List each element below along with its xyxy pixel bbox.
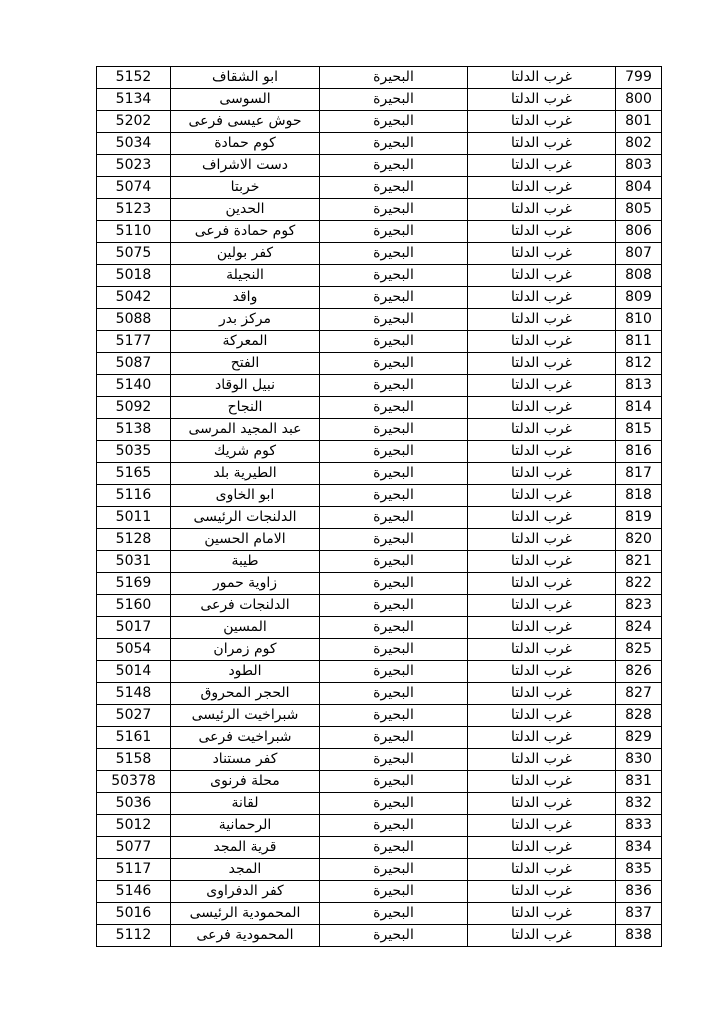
- cell-branch-code: 5138: [97, 419, 171, 441]
- cell-serial-number: 831: [616, 771, 662, 793]
- document-page: [96, 66, 661, 947]
- cell-branch-code: 5112: [97, 925, 171, 947]
- cell-region: غرب الدلتا: [468, 793, 616, 815]
- table-row: [97, 903, 662, 925]
- cell-governorate: البحيرة: [320, 749, 468, 771]
- cell-branch-code: 5011: [97, 507, 171, 529]
- cell-region: غرب الدلتا: [468, 925, 616, 947]
- cell-serial-number: 823: [616, 595, 662, 617]
- cell-governorate: البحيرة: [320, 67, 468, 89]
- table-row: [97, 771, 662, 793]
- table-row: [97, 199, 662, 221]
- cell-branch-code: 5074: [97, 177, 171, 199]
- cell-serial-number: 814: [616, 397, 662, 419]
- cell-branch-name: ابو الخاوى: [171, 485, 320, 507]
- cell-branch-name: الرحمانية: [171, 815, 320, 837]
- cell-governorate: البحيرة: [320, 815, 468, 837]
- table-row: [97, 639, 662, 661]
- table-row: [97, 529, 662, 551]
- table-row: [97, 419, 662, 441]
- cell-region: غرب الدلتا: [468, 749, 616, 771]
- cell-branch-code: 5117: [97, 859, 171, 881]
- cell-governorate: البحيرة: [320, 111, 468, 133]
- cell-branch-code: 5148: [97, 683, 171, 705]
- cell-branch-name: كوم حمادة: [171, 133, 320, 155]
- cell-region: غرب الدلتا: [468, 177, 616, 199]
- cell-serial-number: 826: [616, 661, 662, 683]
- cell-serial-number: 817: [616, 463, 662, 485]
- table-row: [97, 67, 662, 89]
- cell-region: غرب الدلتا: [468, 155, 616, 177]
- cell-governorate: البحيرة: [320, 859, 468, 881]
- table-row: [97, 89, 662, 111]
- cell-governorate: البحيرة: [320, 881, 468, 903]
- cell-branch-code: 5110: [97, 221, 171, 243]
- cell-branch-name: واقد: [171, 287, 320, 309]
- cell-branch-name: الدلنجات فرعى: [171, 595, 320, 617]
- cell-branch-name: كوم زمران: [171, 639, 320, 661]
- cell-branch-code: 5116: [97, 485, 171, 507]
- cell-governorate: البحيرة: [320, 309, 468, 331]
- cell-branch-code: 5165: [97, 463, 171, 485]
- table-row: [97, 595, 662, 617]
- cell-governorate: البحيرة: [320, 155, 468, 177]
- cell-region: غرب الدلتا: [468, 903, 616, 925]
- cell-governorate: البحيرة: [320, 243, 468, 265]
- cell-branch-code: 5123: [97, 199, 171, 221]
- cell-region: غرب الدلتا: [468, 639, 616, 661]
- table-row: [97, 177, 662, 199]
- cell-serial-number: 820: [616, 529, 662, 551]
- cell-governorate: البحيرة: [320, 771, 468, 793]
- cell-governorate: البحيرة: [320, 221, 468, 243]
- table-row: [97, 375, 662, 397]
- cell-region: غرب الدلتا: [468, 353, 616, 375]
- cell-serial-number: 830: [616, 749, 662, 771]
- table-row: [97, 793, 662, 815]
- cell-branch-name: السوسى: [171, 89, 320, 111]
- table-row: [97, 507, 662, 529]
- cell-region: غرب الدلتا: [468, 859, 616, 881]
- cell-governorate: البحيرة: [320, 133, 468, 155]
- cell-branch-name: ابو الشقاف: [171, 67, 320, 89]
- cell-branch-code: 5158: [97, 749, 171, 771]
- cell-region: غرب الدلتا: [468, 507, 616, 529]
- cell-serial-number: 805: [616, 199, 662, 221]
- cell-branch-name: المحمودية فرعى: [171, 925, 320, 947]
- cell-governorate: البحيرة: [320, 727, 468, 749]
- cell-branch-name: شبراخيت فرعى: [171, 727, 320, 749]
- cell-governorate: البحيرة: [320, 441, 468, 463]
- cell-governorate: البحيرة: [320, 89, 468, 111]
- cell-branch-name: المجد: [171, 859, 320, 881]
- cell-governorate: البحيرة: [320, 265, 468, 287]
- cell-branch-name: كفر بولين: [171, 243, 320, 265]
- table-row: [97, 309, 662, 331]
- table-body: [97, 67, 662, 947]
- branches-table: [96, 66, 662, 947]
- cell-serial-number: 828: [616, 705, 662, 727]
- table-row: [97, 859, 662, 881]
- cell-branch-name: المحمودية الرئيسى: [171, 903, 320, 925]
- cell-branch-code: 5088: [97, 309, 171, 331]
- cell-branch-name: محلة فرنوى: [171, 771, 320, 793]
- cell-serial-number: 834: [616, 837, 662, 859]
- cell-branch-code: 50378: [97, 771, 171, 793]
- cell-region: غرب الدلتا: [468, 815, 616, 837]
- cell-serial-number: 812: [616, 353, 662, 375]
- cell-region: غرب الدلتا: [468, 375, 616, 397]
- cell-region: غرب الدلتا: [468, 243, 616, 265]
- cell-serial-number: 809: [616, 287, 662, 309]
- cell-branch-name: الحدين: [171, 199, 320, 221]
- cell-branch-name: الطود: [171, 661, 320, 683]
- cell-branch-code: 5202: [97, 111, 171, 133]
- cell-region: غرب الدلتا: [468, 573, 616, 595]
- cell-branch-name: خربتا: [171, 177, 320, 199]
- cell-branch-name: زاوية حمور: [171, 573, 320, 595]
- table-row: [97, 485, 662, 507]
- cell-region: غرب الدلتا: [468, 617, 616, 639]
- cell-governorate: البحيرة: [320, 287, 468, 309]
- cell-governorate: البحيرة: [320, 177, 468, 199]
- cell-governorate: البحيرة: [320, 903, 468, 925]
- cell-governorate: البحيرة: [320, 507, 468, 529]
- cell-governorate: البحيرة: [320, 353, 468, 375]
- table-row: [97, 683, 662, 705]
- cell-region: غرب الدلتا: [468, 595, 616, 617]
- cell-region: غرب الدلتا: [468, 881, 616, 903]
- cell-branch-code: 5023: [97, 155, 171, 177]
- cell-serial-number: 804: [616, 177, 662, 199]
- cell-governorate: البحيرة: [320, 485, 468, 507]
- table-row: [97, 881, 662, 903]
- cell-governorate: البحيرة: [320, 551, 468, 573]
- cell-serial-number: 822: [616, 573, 662, 595]
- cell-serial-number: 799: [616, 67, 662, 89]
- table-row: [97, 287, 662, 309]
- cell-branch-code: 5036: [97, 793, 171, 815]
- table-row: [97, 353, 662, 375]
- cell-serial-number: 819: [616, 507, 662, 529]
- cell-region: غرب الدلتا: [468, 441, 616, 463]
- cell-serial-number: 803: [616, 155, 662, 177]
- cell-governorate: البحيرة: [320, 617, 468, 639]
- cell-serial-number: 806: [616, 221, 662, 243]
- cell-branch-name: النجيلة: [171, 265, 320, 287]
- cell-branch-name: قرية المجد: [171, 837, 320, 859]
- cell-region: غرب الدلتا: [468, 67, 616, 89]
- cell-governorate: البحيرة: [320, 595, 468, 617]
- cell-branch-code: 5054: [97, 639, 171, 661]
- cell-region: غرب الدلتا: [468, 331, 616, 353]
- cell-branch-code: 5035: [97, 441, 171, 463]
- cell-branch-code: 5152: [97, 67, 171, 89]
- cell-branch-name: كفر مستناد: [171, 749, 320, 771]
- cell-branch-name: كوم حمادة فرعى: [171, 221, 320, 243]
- cell-region: غرب الدلتا: [468, 529, 616, 551]
- cell-governorate: البحيرة: [320, 683, 468, 705]
- cell-governorate: البحيرة: [320, 419, 468, 441]
- table-row: [97, 573, 662, 595]
- cell-serial-number: 807: [616, 243, 662, 265]
- cell-branch-code: 5017: [97, 617, 171, 639]
- cell-branch-name: لقانة: [171, 793, 320, 815]
- cell-region: غرب الدلتا: [468, 837, 616, 859]
- cell-branch-name: المسين: [171, 617, 320, 639]
- cell-serial-number: 810: [616, 309, 662, 331]
- table-row: [97, 397, 662, 419]
- cell-region: غرب الدلتا: [468, 705, 616, 727]
- cell-branch-code: 5027: [97, 705, 171, 727]
- cell-branch-name: الامام الحسين: [171, 529, 320, 551]
- table-row: [97, 925, 662, 947]
- cell-serial-number: 802: [616, 133, 662, 155]
- cell-branch-code: 5012: [97, 815, 171, 837]
- table-row: [97, 221, 662, 243]
- cell-serial-number: 833: [616, 815, 662, 837]
- cell-branch-name: دست الاشراف: [171, 155, 320, 177]
- cell-branch-code: 5034: [97, 133, 171, 155]
- cell-governorate: البحيرة: [320, 661, 468, 683]
- cell-serial-number: 838: [616, 925, 662, 947]
- cell-branch-code: 5031: [97, 551, 171, 573]
- cell-branch-code: 5075: [97, 243, 171, 265]
- cell-region: غرب الدلتا: [468, 463, 616, 485]
- cell-branch-code: 5042: [97, 287, 171, 309]
- cell-region: غرب الدلتا: [468, 309, 616, 331]
- cell-branch-name: الدلنجات الرئيسى: [171, 507, 320, 529]
- cell-serial-number: 835: [616, 859, 662, 881]
- cell-serial-number: 818: [616, 485, 662, 507]
- cell-branch-name: عبد المجيد المرسى: [171, 419, 320, 441]
- table-row: [97, 551, 662, 573]
- cell-branch-name: شبراخيت الرئيسى: [171, 705, 320, 727]
- table-row: [97, 331, 662, 353]
- cell-region: غرب الدلتا: [468, 287, 616, 309]
- cell-region: غرب الدلتا: [468, 683, 616, 705]
- cell-serial-number: 824: [616, 617, 662, 639]
- cell-governorate: البحيرة: [320, 397, 468, 419]
- cell-branch-code: 5128: [97, 529, 171, 551]
- table-row: [97, 133, 662, 155]
- cell-serial-number: 837: [616, 903, 662, 925]
- cell-branch-name: النجاح: [171, 397, 320, 419]
- cell-serial-number: 821: [616, 551, 662, 573]
- table-row: [97, 441, 662, 463]
- table-row: [97, 111, 662, 133]
- cell-governorate: البحيرة: [320, 573, 468, 595]
- cell-governorate: البحيرة: [320, 529, 468, 551]
- cell-region: غرب الدلتا: [468, 89, 616, 111]
- cell-branch-name: الطيرية بلد: [171, 463, 320, 485]
- cell-branch-code: 5146: [97, 881, 171, 903]
- table-row: [97, 265, 662, 287]
- cell-region: غرب الدلتا: [468, 771, 616, 793]
- cell-branch-name: كوم شريك: [171, 441, 320, 463]
- cell-serial-number: 815: [616, 419, 662, 441]
- table-row: [97, 749, 662, 771]
- cell-region: غرب الدلتا: [468, 111, 616, 133]
- cell-region: غرب الدلتا: [468, 397, 616, 419]
- cell-region: غرب الدلتا: [468, 419, 616, 441]
- cell-region: غرب الدلتا: [468, 485, 616, 507]
- cell-region: غرب الدلتا: [468, 265, 616, 287]
- cell-region: غرب الدلتا: [468, 727, 616, 749]
- cell-serial-number: 836: [616, 881, 662, 903]
- cell-branch-code: 5169: [97, 573, 171, 595]
- cell-serial-number: 829: [616, 727, 662, 749]
- cell-region: غرب الدلتا: [468, 551, 616, 573]
- cell-branch-code: 5077: [97, 837, 171, 859]
- cell-region: غرب الدلتا: [468, 661, 616, 683]
- cell-branch-name: مركز بدر: [171, 309, 320, 331]
- cell-branch-name: طيبة: [171, 551, 320, 573]
- cell-governorate: البحيرة: [320, 837, 468, 859]
- cell-serial-number: 813: [616, 375, 662, 397]
- cell-region: غرب الدلتا: [468, 221, 616, 243]
- cell-serial-number: 816: [616, 441, 662, 463]
- cell-governorate: البحيرة: [320, 925, 468, 947]
- cell-serial-number: 800: [616, 89, 662, 111]
- cell-branch-name: الحجر المحروق: [171, 683, 320, 705]
- table-row: [97, 463, 662, 485]
- cell-branch-code: 5160: [97, 595, 171, 617]
- table-row: [97, 705, 662, 727]
- cell-governorate: البحيرة: [320, 463, 468, 485]
- cell-governorate: البحيرة: [320, 199, 468, 221]
- cell-governorate: البحيرة: [320, 375, 468, 397]
- cell-branch-code: 5018: [97, 265, 171, 287]
- cell-branch-name: نبيل الوقاد: [171, 375, 320, 397]
- table-row: [97, 243, 662, 265]
- cell-region: غرب الدلتا: [468, 199, 616, 221]
- cell-branch-name: كفر الدفراوى: [171, 881, 320, 903]
- cell-region: غرب الدلتا: [468, 133, 616, 155]
- cell-branch-code: 5087: [97, 353, 171, 375]
- table-row: [97, 155, 662, 177]
- cell-governorate: البحيرة: [320, 331, 468, 353]
- cell-serial-number: 811: [616, 331, 662, 353]
- cell-serial-number: 801: [616, 111, 662, 133]
- cell-branch-code: 5161: [97, 727, 171, 749]
- cell-governorate: البحيرة: [320, 793, 468, 815]
- cell-branch-code: 5014: [97, 661, 171, 683]
- cell-governorate: البحيرة: [320, 639, 468, 661]
- table-row: [97, 837, 662, 859]
- cell-branch-code: 5016: [97, 903, 171, 925]
- cell-serial-number: 808: [616, 265, 662, 287]
- cell-branch-name: المعركة: [171, 331, 320, 353]
- table-row: [97, 727, 662, 749]
- table-row: [97, 617, 662, 639]
- cell-branch-name: حوش عيسى فرعى: [171, 111, 320, 133]
- cell-serial-number: 827: [616, 683, 662, 705]
- cell-branch-code: 5140: [97, 375, 171, 397]
- table-row: [97, 815, 662, 837]
- cell-serial-number: 832: [616, 793, 662, 815]
- cell-branch-code: 5177: [97, 331, 171, 353]
- table-row: [97, 661, 662, 683]
- cell-branch-code: 5092: [97, 397, 171, 419]
- cell-governorate: البحيرة: [320, 705, 468, 727]
- cell-serial-number: 825: [616, 639, 662, 661]
- cell-branch-name: الفتح: [171, 353, 320, 375]
- cell-branch-code: 5134: [97, 89, 171, 111]
